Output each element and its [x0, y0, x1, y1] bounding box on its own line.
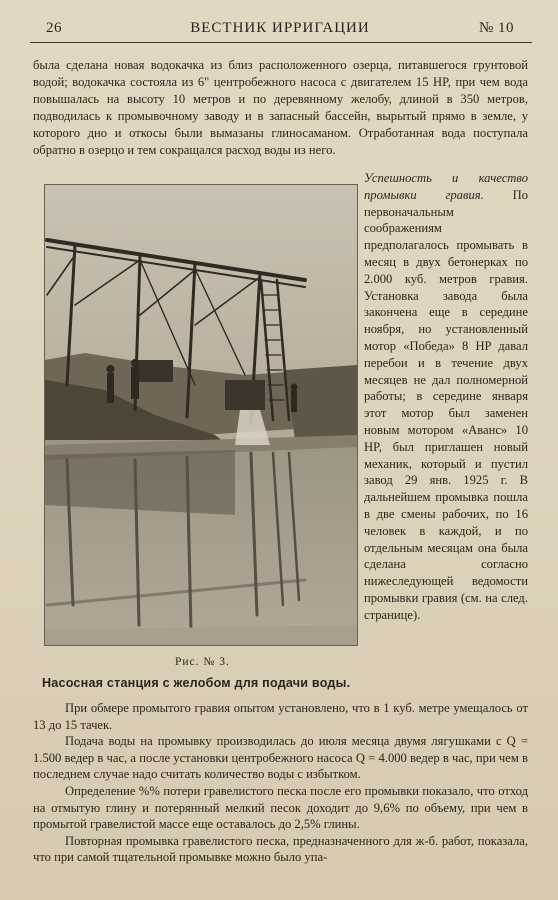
journal-title: ВЕСТНИК ИРРИГАЦИИ [190, 20, 370, 36]
figure-caption: Насосная станция с желобом для подачи воды. [42, 676, 351, 690]
sidebar-text: По первоначальным соображениям предполагалось промывать в месяц в двух бетонерках по 2.000 куб. метров гравия. Установка завода была закончена еще в середине ноября, но установленный мотор «Победа» 8 HP давал перебои и в течение двух месяцев не дал полномерной работы; в середине января этот мотор был заменен новым мотором «Аванс» 10 HP, был приглашен новый механик, который и пустил завод 29 янв. 1925 г. В дальнейшем промывка пошла в две смены рабочих, по 16 человек в каждой, и по отдельным месяцам она была сделана согласно нижеследующей ведомости промывки гравия (см. на след. странице). [364, 187, 528, 622]
page-header [32, 18, 528, 42]
body-text [33, 700, 528, 866]
issue-number: № 10 [478, 20, 514, 36]
body-paragraph: Определение %% потери гравелистого песка после его промывки показало, что отход на отмытую глину и потерянный мелкий песок доходит до 9,6% по объему, при чем в промытой гравелистой массе еще оставалось до 2,5% глины. [33, 783, 528, 832]
sidebar-column [364, 170, 528, 624]
figure-number: Рис. № 3. [175, 656, 230, 668]
body-paragraph: Подача воды на промывку производилась до июля месяца двумя лягушками с Q = 1.500 ведер в час, а после установки центробежного насоса Q = 4.000 ведер в час, при чем в последнем случае надо считать количество воды с избытком. [33, 734, 528, 782]
sidebar-title: Успешность и качество промывки гравия. [364, 171, 528, 202]
body-paragraph: Повторная промывка гравелистого песка, предназначенного для ж-б. работ, показала, что при самой тщательной промывке можно было упа- [33, 833, 528, 865]
pumping-station-photo [44, 184, 358, 646]
intro-paragraph: была сделана новая водокачка из близ расположенного озерца, питавшегося грунтовой водой; водокачка состояла из 6" центробежного насоса с двигателем 15 HP, при чем вода повышалась на высоту 10 метров и по деревянному желобу, длиной в 350 метров, подводилась к промывочному заводу и в запасный бассейн, вырытый прямо в земле, у которого дно и откосы были вымазаны глиносаманом. Отработанная вода поступала обратно в озерцо и тем сокращался расход воды из него. [33, 58, 528, 157]
page-number: 26 [46, 20, 62, 36]
body-paragraph: При обмере промытого гравия опытом установлено, что в 1 куб. метре умещалось от 13 до 15 тачек. [33, 701, 528, 732]
header-rule [30, 42, 532, 43]
